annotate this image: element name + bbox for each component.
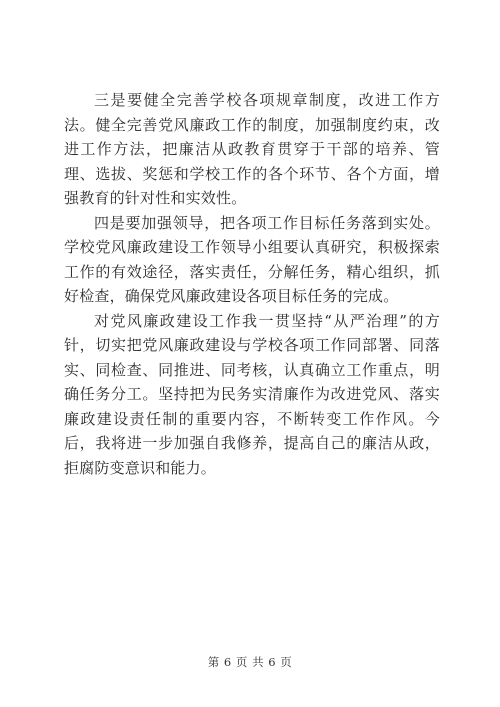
paragraph-2: 四是要加强领导，把各项工作目标任务落到实处。学校党风廉政建设工作领导小组要认真研究，积极探索工作的有效途径，落实责任，分解任务，精心组织，抓好检查，确保党风廉政建设各项目标任务的完成。 [64,213,440,305]
paragraph-3: 对党风廉政建设工作我一贯坚持“从严治理”的方针，切实把党风廉政建设与学校各项工作同部署、同落实、同检查、同推进、同考核，认真确立工作重点，明确任务分工。坚持把为民务实清廉作为改进党风、落实廉政建设责任制的重要内容，不断转变工作作风。今后，我将进一步加强自我修养，提高自己的廉洁从政，拒腐防变意识和能力。 [64,311,440,477]
document-body [64,88,440,480]
page-number-footer: 第 6 页 共 6 页 [207,655,293,669]
paragraph-1: 三是要健全完善学校各项规章制度，改进工作方法。健全完善党风廉政工作的制度，加强制度约束，改进工作方法，把廉洁从政教育贯穿于干部的培养、管理、选拔、奖惩和学校工作的各个环节、各个方面，增强教育的针对性和实效性。 [64,91,440,207]
